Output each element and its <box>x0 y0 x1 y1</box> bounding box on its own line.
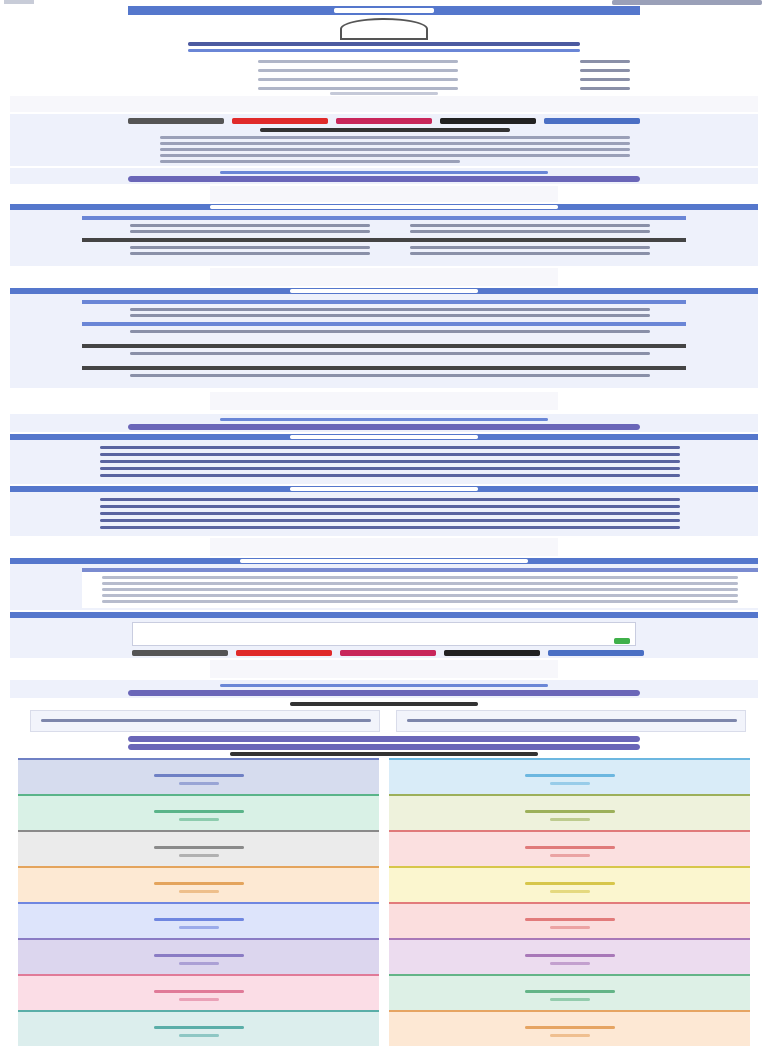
related-link[interactable] <box>41 719 371 722</box>
category-grid <box>18 758 750 1024</box>
category-sub <box>179 1034 219 1037</box>
category-label <box>154 1026 244 1029</box>
related-banner-pill[interactable] <box>128 690 640 696</box>
category-sub <box>550 1034 590 1037</box>
field-label <box>580 78 630 81</box>
category-tile[interactable] <box>389 1010 750 1046</box>
field-row <box>138 67 630 75</box>
related-section <box>10 700 758 736</box>
category-label <box>525 918 615 921</box>
section-title <box>290 435 478 439</box>
section-header <box>10 204 758 210</box>
share-button[interactable] <box>548 650 644 656</box>
sub-header <box>82 322 686 326</box>
about-title <box>260 128 510 132</box>
category-label <box>154 954 244 957</box>
category-sub <box>550 782 590 785</box>
page-title <box>334 8 434 13</box>
related-card[interactable] <box>30 710 380 732</box>
related-banner-pill[interactable] <box>128 424 640 430</box>
comment-submit-button[interactable] <box>614 638 630 644</box>
category-tile[interactable] <box>18 974 379 1010</box>
category-label <box>525 846 615 849</box>
related-banner <box>10 680 758 698</box>
category-label <box>525 810 615 813</box>
related-banner-pill[interactable] <box>128 176 640 182</box>
about-body <box>160 136 630 139</box>
related-banner <box>10 414 758 432</box>
section-body <box>100 512 680 515</box>
category-sub <box>179 854 219 857</box>
section-panel <box>10 204 758 266</box>
category-sub <box>550 890 590 893</box>
category-sub <box>550 998 590 1001</box>
category-label <box>154 918 244 921</box>
table-row[interactable] <box>102 576 738 579</box>
category-sub <box>179 998 219 1001</box>
section-body <box>100 453 680 456</box>
list-item[interactable] <box>410 224 650 227</box>
category-sub <box>179 782 219 785</box>
table-row[interactable] <box>102 600 738 603</box>
category-sub <box>179 818 219 821</box>
related-banner-text <box>220 171 548 174</box>
category-sub <box>550 926 590 929</box>
field-row <box>138 58 630 66</box>
category-label <box>154 846 244 849</box>
sub-header-dark <box>82 344 686 348</box>
field-value <box>258 87 458 90</box>
field-value <box>258 78 458 81</box>
section-body <box>100 474 680 477</box>
list-item[interactable] <box>410 230 650 233</box>
table-row[interactable] <box>102 588 738 591</box>
about-body-line <box>160 160 460 163</box>
comment-panel <box>10 612 758 658</box>
category-label <box>154 810 244 813</box>
sponsored-label <box>330 92 438 95</box>
category-tile[interactable] <box>389 902 750 938</box>
category-label <box>154 882 244 885</box>
category-tile[interactable] <box>389 974 750 1010</box>
category-tile[interactable] <box>389 938 750 974</box>
share-buttons <box>128 118 640 124</box>
list-item[interactable] <box>130 246 370 249</box>
section-header <box>10 486 758 492</box>
section-panel <box>10 434 758 484</box>
share-button[interactable] <box>440 118 536 124</box>
ad-slot <box>210 392 558 410</box>
grid-title <box>230 752 538 756</box>
ad-slot <box>210 268 558 286</box>
category-tile[interactable] <box>18 758 379 794</box>
ad-slot <box>210 660 558 678</box>
share-button[interactable] <box>340 650 436 656</box>
about-body-line <box>160 148 630 151</box>
list-item[interactable] <box>130 352 650 355</box>
sub-header <box>82 216 686 220</box>
share-button[interactable] <box>236 650 332 656</box>
list-item[interactable] <box>130 230 370 233</box>
sub-header-dark <box>82 238 686 242</box>
field-value <box>258 60 458 63</box>
field-label <box>580 60 630 63</box>
field-value <box>258 69 458 72</box>
nav-pill[interactable] <box>128 736 640 742</box>
about-body-line <box>160 142 630 145</box>
field-label <box>580 69 630 72</box>
about-body-line <box>160 154 630 157</box>
sub-header <box>82 300 686 304</box>
section-panel <box>10 558 758 610</box>
category-tile[interactable] <box>18 938 379 974</box>
share-button[interactable] <box>336 118 432 124</box>
ad-slot <box>210 538 558 556</box>
title-bar <box>128 6 640 15</box>
about-panel <box>10 114 758 166</box>
table-header <box>82 568 758 572</box>
category-tile[interactable] <box>389 830 750 866</box>
list-item[interactable] <box>410 246 650 249</box>
section-header <box>10 558 758 564</box>
section-body <box>100 460 680 463</box>
list-item[interactable] <box>130 330 650 333</box>
section-body <box>100 446 680 449</box>
comment-input[interactable] <box>132 622 636 646</box>
section-title <box>210 205 558 209</box>
field-label <box>580 87 630 90</box>
category-label <box>525 990 615 993</box>
section-body <box>100 467 680 470</box>
section-title <box>290 487 478 491</box>
share-button[interactable] <box>232 118 328 124</box>
share-button[interactable] <box>444 650 540 656</box>
share-buttons <box>132 650 644 656</box>
category-label <box>525 882 615 885</box>
list-item[interactable] <box>130 308 650 311</box>
share-button[interactable] <box>132 650 228 656</box>
ad-slot <box>210 186 558 202</box>
list-item[interactable] <box>410 252 650 255</box>
category-tile[interactable] <box>18 794 379 830</box>
share-button[interactable] <box>544 118 640 124</box>
profile-fields <box>138 58 630 92</box>
category-sub <box>179 962 219 965</box>
related-banner-text <box>220 418 548 421</box>
category-label <box>525 954 615 957</box>
category-sub <box>550 962 590 965</box>
comment-header <box>10 612 758 618</box>
list-item[interactable] <box>130 374 650 377</box>
category-label <box>525 774 615 777</box>
category-label <box>154 774 244 777</box>
related-title <box>290 702 478 706</box>
nav-pill[interactable] <box>128 744 640 750</box>
section-panel <box>10 288 758 388</box>
section-body <box>100 519 680 522</box>
category-tile[interactable] <box>18 902 379 938</box>
category-sub <box>179 890 219 893</box>
related-banner <box>10 168 758 184</box>
category-sub <box>550 854 590 857</box>
list-item[interactable] <box>130 252 370 255</box>
table-row[interactable] <box>102 594 738 597</box>
category-label <box>154 990 244 993</box>
avatar <box>340 18 428 40</box>
list-item[interactable] <box>130 314 650 317</box>
related-link[interactable] <box>407 719 737 722</box>
table-row[interactable] <box>102 582 738 585</box>
header-panel <box>128 6 640 90</box>
brand-logo[interactable] <box>612 0 762 5</box>
sub-header-dark <box>82 366 686 370</box>
section-panel <box>10 486 758 536</box>
data-table <box>82 568 758 608</box>
related-banner-text <box>220 684 548 687</box>
section-body <box>100 526 680 529</box>
category-tile[interactable] <box>389 866 750 902</box>
category-tile[interactable] <box>18 1010 379 1046</box>
category-sub <box>179 926 219 929</box>
share-button[interactable] <box>128 118 224 124</box>
list-item[interactable] <box>130 224 370 227</box>
section-body <box>100 498 680 501</box>
page-subtitle <box>188 42 580 46</box>
page-subtitle-line2 <box>188 49 580 52</box>
section-body <box>100 505 680 508</box>
category-tile[interactable] <box>389 758 750 794</box>
category-tile[interactable] <box>389 794 750 830</box>
related-card[interactable] <box>396 710 746 732</box>
ad-slot <box>10 96 758 112</box>
section-header <box>10 288 758 294</box>
section-title <box>240 559 528 563</box>
category-label <box>525 1026 615 1029</box>
category-tile[interactable] <box>18 866 379 902</box>
category-sub <box>550 818 590 821</box>
section-header <box>10 434 758 440</box>
field-row <box>138 76 630 84</box>
section-title <box>290 289 478 293</box>
tab-label <box>4 0 34 4</box>
category-tile[interactable] <box>18 830 379 866</box>
